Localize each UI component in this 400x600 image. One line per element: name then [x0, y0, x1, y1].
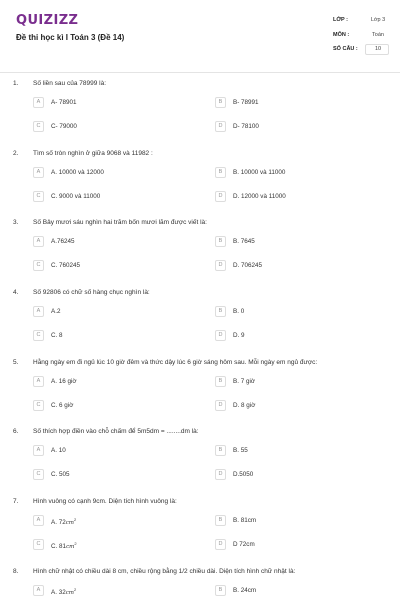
- option-text: [51, 587, 76, 596]
- option-superscript: 2: [74, 541, 77, 546]
- question-text: Hình chữ nhật có chiều dài 8 cm, chiều rộng bằng 1/2 chiều dài. Diện tích hình chữ nhật là:: [33, 568, 296, 575]
- option-letter-box: C: [33, 191, 44, 202]
- answer-option-c[interactable]: [33, 121, 183, 133]
- answer-option-b[interactable]: [215, 236, 365, 248]
- question-number: 8.: [13, 568, 19, 575]
- option-text: [51, 262, 80, 269]
- answer-option-a[interactable]: [33, 376, 183, 388]
- meta-grade: [333, 15, 389, 27]
- option-text: [233, 587, 256, 594]
- answer-option-b[interactable]: [215, 515, 365, 527]
- option-text: [233, 123, 259, 130]
- answer-option-a[interactable]: [33, 236, 183, 248]
- option-text: [51, 99, 77, 106]
- header-divider: [0, 72, 400, 73]
- answer-option-d[interactable]: [215, 191, 365, 203]
- question-text: Số thích hợp điền vào chỗ chấm để 5m5dm = ........dm là:: [33, 428, 199, 435]
- answer-option-b[interactable]: [215, 97, 365, 109]
- answer-option-d[interactable]: [215, 260, 365, 272]
- answer-option-c[interactable]: [33, 539, 183, 551]
- answer-option-c[interactable]: [33, 260, 183, 272]
- option-label: A- 78901: [51, 99, 77, 106]
- option-letter-box: D: [215, 539, 226, 550]
- option-label: C- 79000: [51, 123, 77, 130]
- question-number: 2.: [13, 150, 19, 157]
- option-label: C. 81: [51, 543, 67, 551]
- question-text: Số 92806 có chữ số hàng chục nghìn là:: [33, 289, 150, 296]
- option-label: C. 9000 và 11000: [51, 193, 101, 200]
- answer-option-b[interactable]: [215, 167, 365, 179]
- option-text: [233, 378, 255, 385]
- answer-option-d[interactable]: [215, 469, 365, 481]
- option-text: [51, 471, 70, 478]
- option-text: [51, 378, 76, 385]
- option-letter-box: D: [215, 191, 226, 202]
- option-label: C. 8: [51, 332, 63, 339]
- option-letter-box: C: [33, 400, 44, 411]
- option-letter-box: D: [215, 400, 226, 411]
- option-letter-box: A: [33, 585, 44, 596]
- worksheet-header: [0, 0, 400, 70]
- option-text: [233, 262, 262, 269]
- answer-option-c[interactable]: [33, 400, 183, 412]
- option-text: [51, 238, 74, 245]
- option-text: [233, 402, 255, 409]
- question-text: Số Bảy mươi sáu nghìn hai trăm bốn mươi lăm được viết là:: [33, 219, 207, 226]
- option-label: B. 81cm: [233, 517, 257, 524]
- option-label: B- 78991: [233, 99, 259, 106]
- question-text: Hằng ngày em đi ngủ lúc 10 giờ đêm và thức dậy lúc 6 giờ sáng hôm sau. Mỗi ngày em ngủ được:: [33, 359, 318, 366]
- question-number: 1.: [13, 80, 19, 87]
- option-unit: cm: [66, 544, 75, 551]
- option-letter-box: C: [33, 330, 44, 341]
- meta-count-value: 10: [374, 46, 382, 52]
- option-label: A. 10000 và 12000: [51, 169, 104, 176]
- option-label: C. 6 giờ: [51, 402, 74, 409]
- meta-subject: [333, 30, 389, 42]
- option-letter-box: B: [215, 585, 226, 596]
- meta-subject-value: Toán: [372, 32, 384, 38]
- option-text: [233, 99, 259, 106]
- meta-subject-label: MÔN :: [333, 32, 350, 38]
- option-letter-box: B: [215, 167, 226, 178]
- option-text: [51, 517, 76, 526]
- option-text: [233, 471, 253, 478]
- option-letter-box: D: [215, 260, 226, 271]
- option-label: C. 760245: [51, 262, 81, 269]
- question-number: 5.: [13, 359, 19, 366]
- answer-option-a[interactable]: [33, 97, 183, 109]
- option-label: B. 24cm: [233, 587, 257, 594]
- option-letter-box: B: [215, 236, 226, 247]
- answer-option-d[interactable]: [215, 400, 365, 412]
- option-text: [51, 193, 100, 200]
- option-letter-box: C: [33, 539, 44, 550]
- option-text: [233, 517, 256, 524]
- answer-option-d[interactable]: [215, 121, 365, 133]
- answer-option-a[interactable]: [33, 585, 183, 597]
- answer-option-a[interactable]: [33, 515, 183, 527]
- option-text: [233, 308, 244, 315]
- option-label: B. 7 giờ: [233, 378, 255, 385]
- option-text: [51, 541, 77, 550]
- option-letter-box: D: [215, 121, 226, 132]
- option-text: [233, 447, 248, 454]
- option-label: D. 8 giờ: [233, 402, 256, 409]
- answer-option-a[interactable]: [33, 445, 183, 457]
- option-letter-box: B: [215, 445, 226, 456]
- option-label: D- 78100: [233, 123, 259, 130]
- meta-count-label: SỐ CÂU :: [333, 46, 358, 52]
- option-label: D. 9: [233, 332, 245, 339]
- option-letter-box: B: [215, 376, 226, 387]
- answer-option-b[interactable]: [215, 585, 365, 597]
- answer-option-c[interactable]: [33, 330, 183, 342]
- option-letter-box: B: [215, 97, 226, 108]
- question-number: 3.: [13, 219, 19, 226]
- option-letter-box: A: [33, 97, 44, 108]
- question-number: 7.: [13, 498, 19, 505]
- option-text: [51, 402, 73, 409]
- option-label: A. 32: [51, 589, 66, 597]
- answer-option-a[interactable]: [33, 167, 183, 179]
- answer-option-c[interactable]: [33, 469, 183, 481]
- option-letter-box: D: [215, 330, 226, 341]
- option-text: [51, 123, 77, 130]
- worksheet-title: Đề thi học kì I Toán 3 (Đề 14): [16, 33, 125, 42]
- quizizz-logo: QUIZIZZ: [16, 13, 79, 28]
- option-letter-box: D: [215, 469, 226, 480]
- option-letter-box: C: [33, 260, 44, 271]
- option-superscript: 2: [74, 587, 77, 592]
- option-text: [233, 541, 255, 548]
- option-letter-box: C: [33, 121, 44, 132]
- option-label: B. 7645: [233, 238, 255, 245]
- option-text: [233, 169, 285, 176]
- option-unit: cm: [65, 590, 74, 597]
- option-letter-box: C: [33, 469, 44, 480]
- option-text: [233, 238, 255, 245]
- answer-option-d[interactable]: [215, 539, 365, 551]
- answer-option-d[interactable]: [215, 330, 365, 342]
- answer-option-a[interactable]: [33, 306, 183, 318]
- option-label: A.2: [51, 308, 61, 315]
- option-letter-box: A: [33, 445, 44, 456]
- option-label: C. 505: [51, 471, 70, 478]
- option-letter-box: B: [215, 515, 226, 526]
- answer-option-c[interactable]: [33, 191, 183, 203]
- question-text: Số liền sau của 78999 là:: [33, 80, 106, 87]
- option-letter-box: A: [33, 167, 44, 178]
- option-letter-box: B: [215, 306, 226, 317]
- meta-grade-label: LỚP :: [333, 17, 348, 23]
- question-text: Hình vuông có cạnh 9cm. Diện tích hình vuông là:: [33, 498, 177, 505]
- option-text: [51, 169, 104, 176]
- answer-option-b[interactable]: [215, 376, 365, 388]
- answer-option-b[interactable]: [215, 306, 365, 318]
- option-label: D 72cm: [233, 541, 255, 548]
- option-text: [51, 308, 60, 315]
- option-label: A. 10: [51, 447, 66, 454]
- option-label: B. 0: [233, 308, 245, 315]
- option-label: D. 12000 và 11000: [233, 193, 286, 200]
- option-unit: cm: [65, 520, 74, 527]
- question-number: 4.: [13, 289, 19, 296]
- option-label: A. 16 giờ: [51, 378, 77, 385]
- option-label: D.5050: [233, 471, 254, 478]
- option-text: [233, 193, 286, 200]
- option-letter-box: A: [33, 515, 44, 526]
- option-superscript: 2: [74, 517, 77, 522]
- option-text: [233, 332, 245, 339]
- option-label: A. 72: [51, 519, 66, 527]
- option-text: [51, 332, 63, 339]
- option-label: D. 706245: [233, 262, 263, 269]
- meta-grade-value: Lớp 3: [370, 17, 386, 23]
- question-number: 6.: [13, 428, 19, 435]
- answer-option-b[interactable]: [215, 445, 365, 457]
- option-letter-box: A: [33, 306, 44, 317]
- option-letter-box: A: [33, 236, 44, 247]
- meta-count: [333, 44, 389, 56]
- option-letter-box: A: [33, 376, 44, 387]
- option-label: B. 10000 và 11000: [233, 169, 286, 176]
- option-label: A.76245: [51, 238, 75, 245]
- question-text: Tìm số tròn nghìn ở giữa 9068 và 11982 :: [33, 150, 153, 157]
- option-text: [51, 447, 66, 454]
- option-label: B. 55: [233, 447, 248, 454]
